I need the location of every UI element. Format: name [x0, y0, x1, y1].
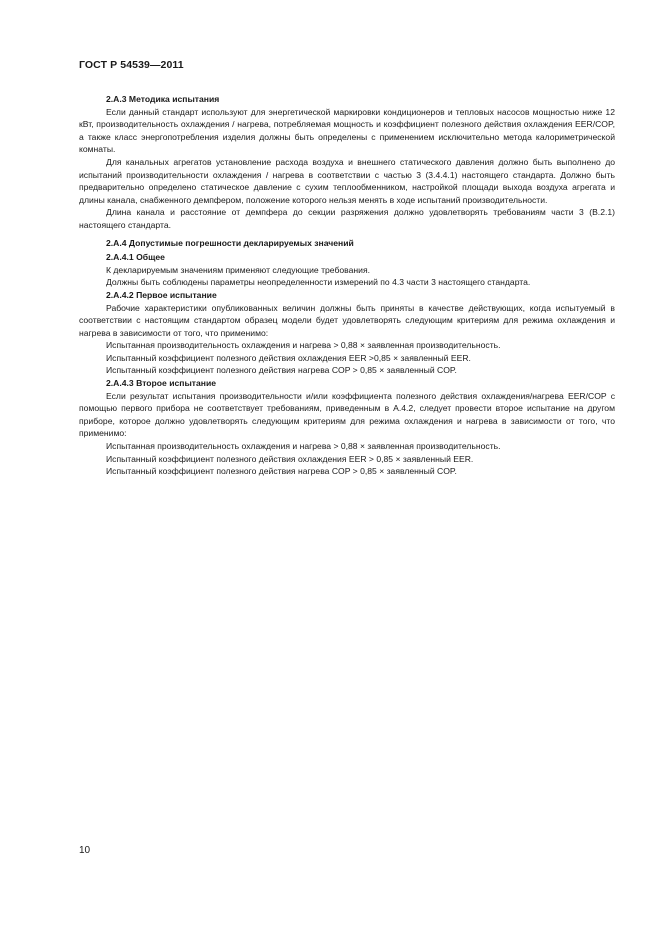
section-heading: 2.A.3 Методика испытания	[106, 94, 220, 104]
section-heading: 2.A.4.1 Общее	[106, 252, 165, 263]
list-line: Испытанный коэффициент полезного действия охлаждения EER >0,85 × заявленный EER.	[106, 352, 471, 363]
paragraph: Для канальных агрегатов установление расхода воздуха и внешнего статического давления должно быть выполнено до испытаний производительности охлаждения / нагрева в соответствии с частью 3 (3.4.4.1) настоящего стандарта. Должно быть предварительно определено статическое давление с сухим теплообменником, настройкой площади выхода воздуха агрегата и длины канала, снабженного демпфером, положение которого нельзя менять в ходе испытаний производительности.	[79, 156, 615, 205]
list-line: Должны быть соблюдены параметры неопределенности измерений по 4.3 части 3 настоящего стандарта.	[106, 277, 531, 288]
section-heading: 2.A.4 Допустимые погрешности декларируемых значений	[106, 237, 354, 248]
list-line: К декларируемым значениям применяют следующие требования.	[106, 264, 371, 275]
page-number: 10	[79, 845, 91, 856]
paragraph: Если данный стандарт используют для энергетической маркировки кондиционеров и тепловых насосов мощностью ниже 12 кВт, производительность охлаждения / нагрева, потребляемая мощность и коэффициент полезного действия охлаждения EER/COP, а также класс энергопотребления изделия должны быть определены с применением исключительно метода калориметрической комнаты.	[79, 106, 615, 155]
list-line: Испытанная производительность охлаждения и нагрева > 0,88 × заявленная производительность.	[106, 441, 501, 452]
paragraph: Рабочие характеристики опубликованных величин должны быть приняты в качестве действующих, когда испытуемый в соответствии с настоящим стандартом образец модели будет удовлетворять следующим критериям для режима охлаждения и нагрева в зависимости от того, что применимо:	[79, 302, 615, 338]
list-line: Испытанный коэффициент полезного действия нагрева COP > 0,85 × заявленный COP.	[106, 466, 457, 477]
section-heading: 2.A.4.3 Второе испытание	[106, 378, 217, 389]
document-header: ГОСТ Р 54539—2011	[79, 59, 184, 71]
paragraph: Если результат испытания производительности и/или коэффициента полезного действия охлаждения/нагрева EER/COP с помощью первого прибора не соответствует требованиям, приведенным в A.4.2, следует провести второе испытание на другом приборе, которое должно удовлетворять следующим критериям для режима охлаждения и нагрева в зависимости от того, что применимо:	[79, 390, 615, 439]
paragraph: Длина канала и расстояние от демпфера до секции разряжения должно удовлетворять требованиям части 3 (В.2.1) настоящего стандарта.	[79, 207, 615, 230]
section-heading: 2.A.4.2 Первое испытание	[106, 289, 217, 300]
list-line: Испытанный коэффициент полезного действия нагрева COP > 0,85 × заявленный COP.	[106, 365, 457, 376]
document-body	[79, 93, 615, 478]
list-line: Испытанный коэффициент полезного действия охлаждения EER > 0,85 × заявленный EER.	[106, 453, 474, 464]
list-line: Испытанная производительность охлаждения и нагрева > 0,88 × заявленная производительность.	[106, 340, 501, 351]
